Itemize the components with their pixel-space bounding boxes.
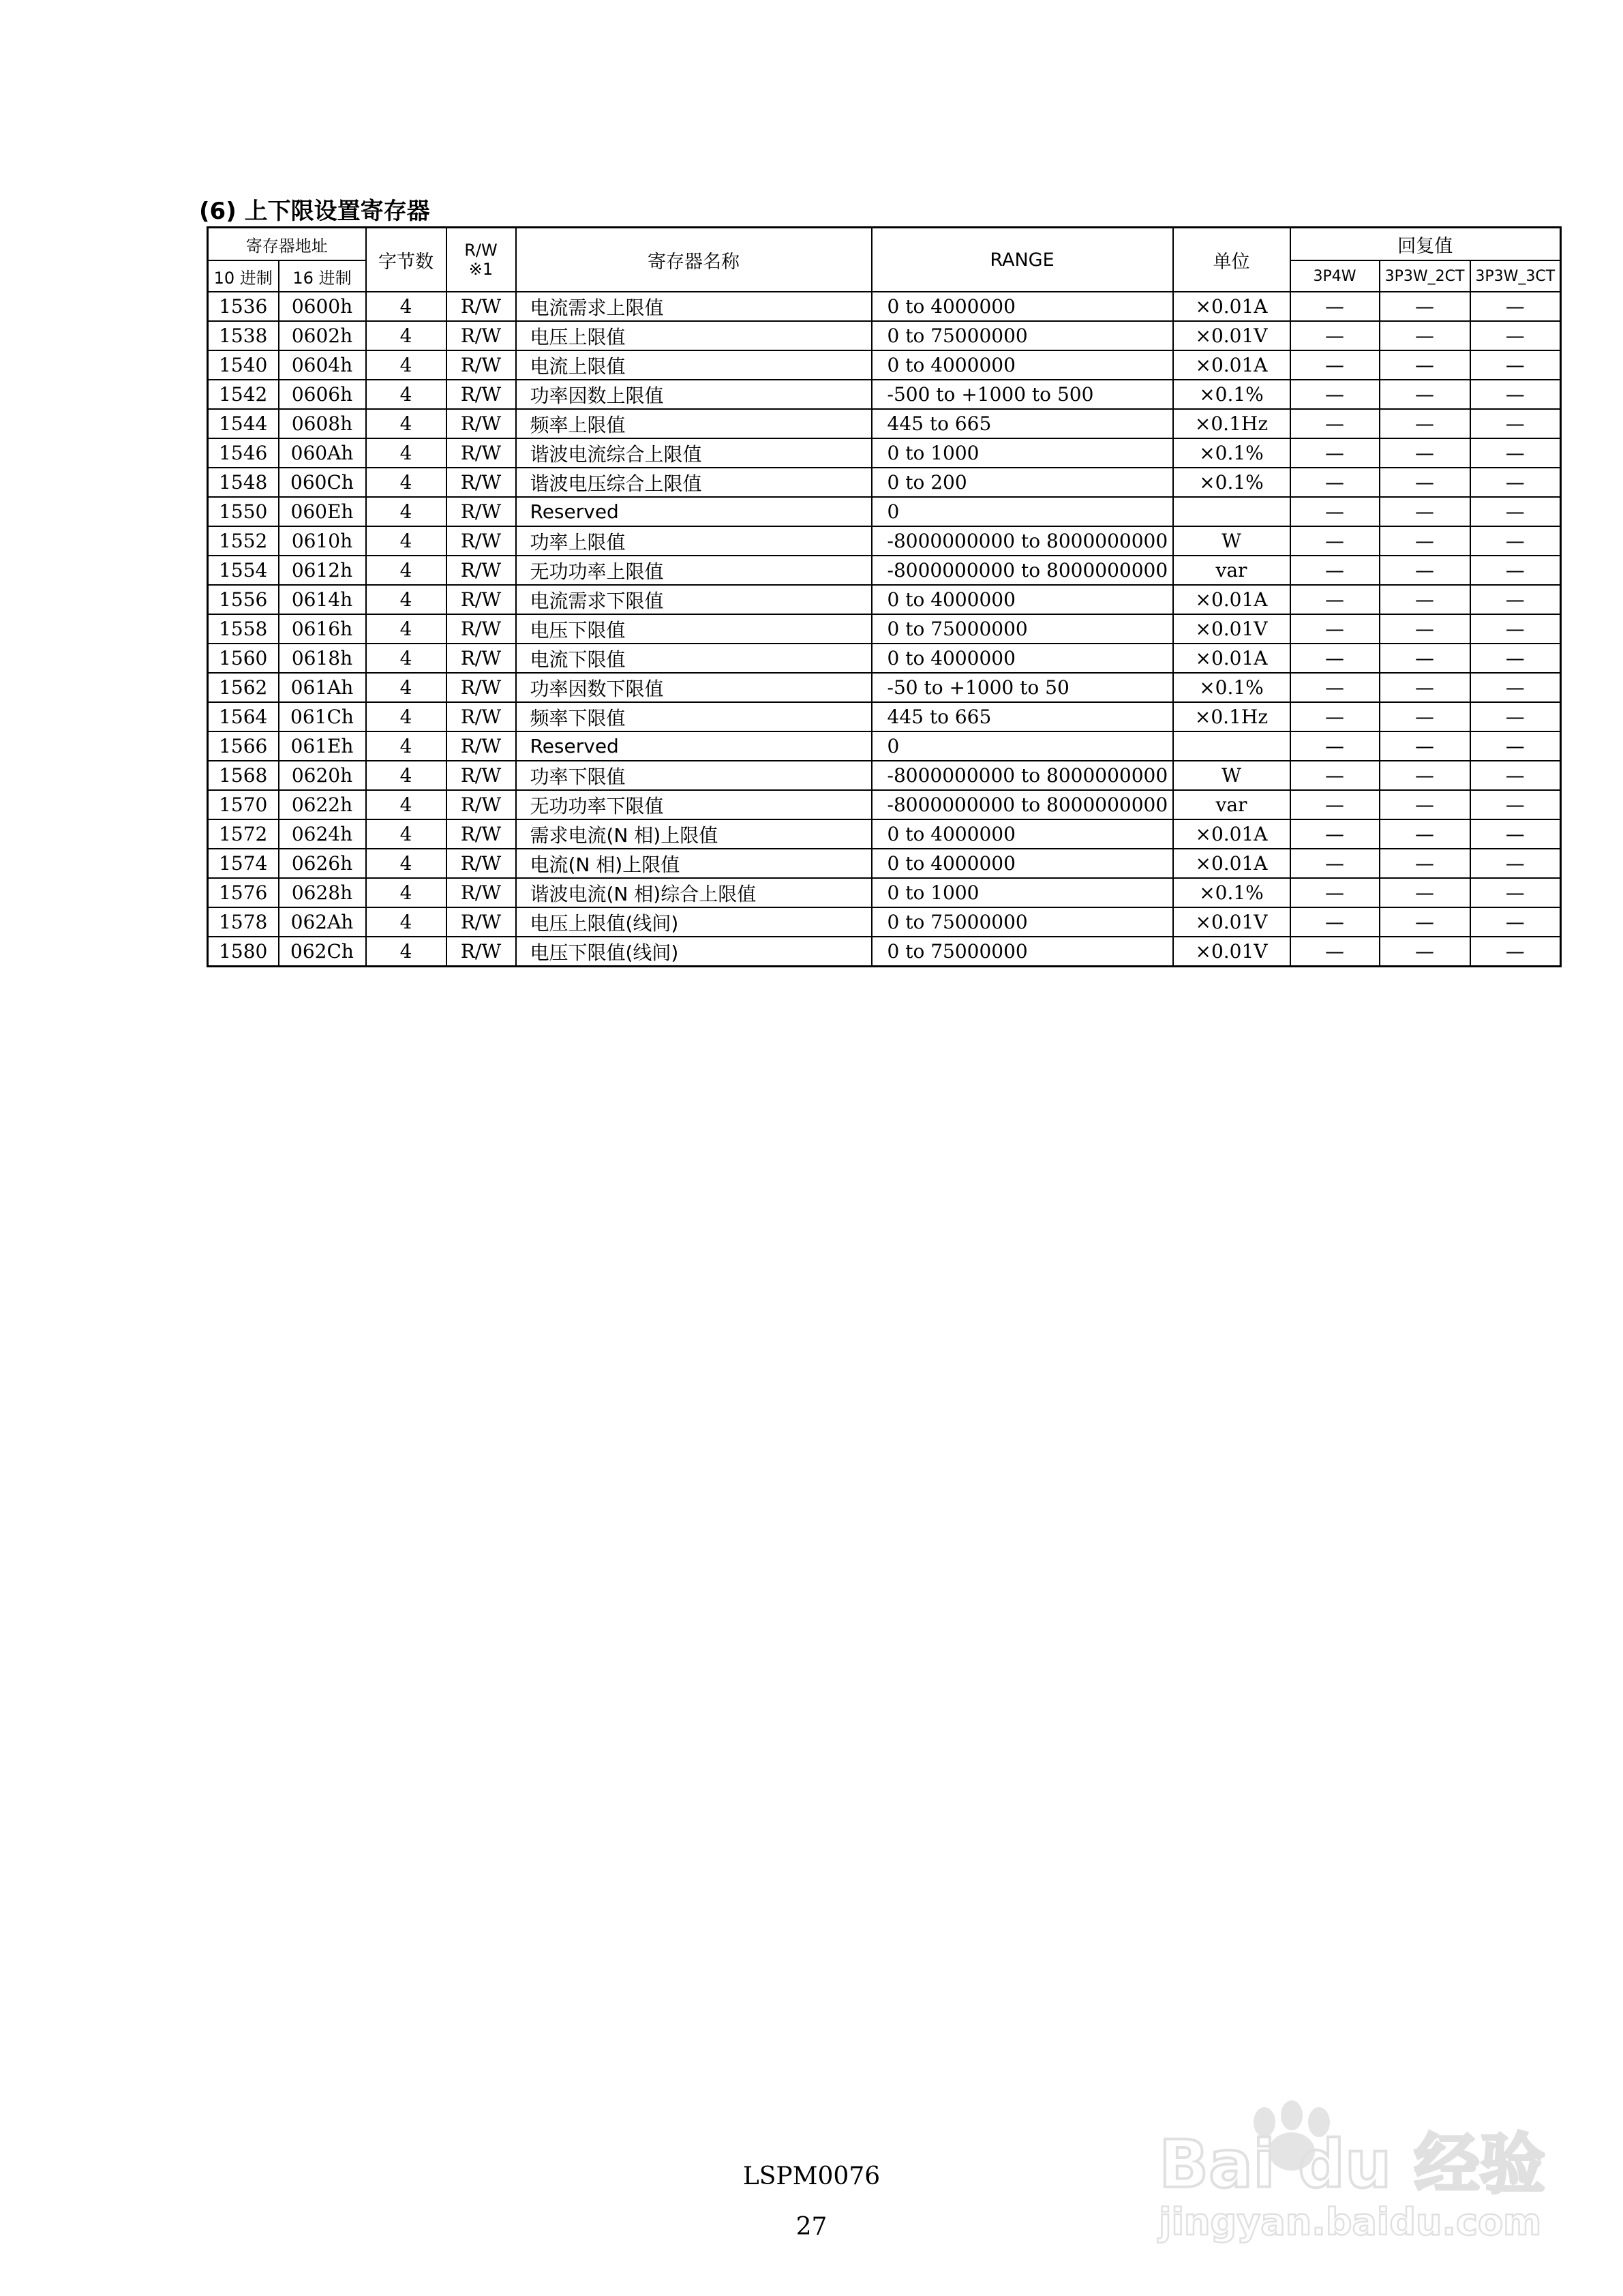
cell-rw: R/W xyxy=(446,292,516,321)
cell-rw: R/W xyxy=(446,819,516,849)
section-title: (6) 上下限设置寄存器 xyxy=(199,198,430,225)
cell-decimal: 1552 xyxy=(208,526,279,556)
cell-bytes: 4 xyxy=(366,409,446,438)
cell-default-3p4w: — xyxy=(1290,321,1380,350)
cell-hex: 060Eh xyxy=(279,497,366,526)
cell-register-name: 需求电流(N 相)上限值 xyxy=(516,819,872,849)
cell-bytes: 4 xyxy=(366,585,446,614)
cell-default-3p3w-2ct: — xyxy=(1380,731,1470,761)
cell-register-name: Reserved xyxy=(516,731,872,761)
cell-register-name: 无功功率下限值 xyxy=(516,790,872,819)
cell-rw: R/W xyxy=(446,438,516,468)
table-row xyxy=(208,292,1561,321)
cell-default-3p4w: — xyxy=(1290,468,1380,497)
cell-hex: 0622h xyxy=(279,790,366,819)
cell-hex: 0620h xyxy=(279,761,366,790)
cell-unit: ×0.1Hz xyxy=(1173,409,1290,438)
cell-register-name: 功率下限值 xyxy=(516,761,872,790)
cell-default-3p4w: — xyxy=(1290,673,1380,702)
cell-unit: ×0.01A xyxy=(1173,644,1290,673)
header-3p4w: 3P4W xyxy=(1290,260,1380,292)
header-register-address: 寄存器地址 xyxy=(208,228,366,261)
cell-range: 0 to 75000000 xyxy=(872,937,1173,967)
cell-unit: ×0.01V xyxy=(1173,614,1290,644)
cell-decimal: 1544 xyxy=(208,409,279,438)
cell-register-name: 电压上限值(线间) xyxy=(516,907,872,937)
cell-bytes: 4 xyxy=(366,761,446,790)
cell-hex: 0610h xyxy=(279,526,366,556)
cell-range: 0 to 75000000 xyxy=(872,321,1173,350)
cell-default-3p3w-2ct: — xyxy=(1380,849,1470,878)
cell-default-3p3w-2ct: — xyxy=(1380,702,1470,731)
cell-register-name: 电流下限值 xyxy=(516,644,872,673)
cell-bytes: 4 xyxy=(366,556,446,585)
cell-default-3p4w: — xyxy=(1290,292,1380,321)
header-default-value: 回复值 xyxy=(1290,228,1561,261)
cell-unit: ×0.01A xyxy=(1173,350,1290,380)
cell-unit: ×0.01A xyxy=(1173,849,1290,878)
footer-doc-code: LSPM0076 xyxy=(742,2162,881,2190)
cell-default-3p3w-2ct: — xyxy=(1380,644,1470,673)
table-row xyxy=(208,907,1561,937)
cell-hex: 0626h xyxy=(279,849,366,878)
cell-bytes: 4 xyxy=(366,790,446,819)
cell-unit: var xyxy=(1173,790,1290,819)
cell-rw: R/W xyxy=(446,849,516,878)
cell-default-3p3w-2ct: — xyxy=(1380,907,1470,937)
cell-default-3p3w-2ct: — xyxy=(1380,673,1470,702)
cell-bytes: 4 xyxy=(366,468,446,497)
cell-hex: 0618h xyxy=(279,644,366,673)
cell-default-3p4w: — xyxy=(1290,761,1380,790)
cell-register-name: 电流需求上限值 xyxy=(516,292,872,321)
cell-default-3p3w-3ct: — xyxy=(1470,468,1561,497)
cell-default-3p3w-3ct: — xyxy=(1470,702,1561,731)
table-row xyxy=(208,644,1561,673)
cell-rw: R/W xyxy=(446,468,516,497)
cell-unit: W xyxy=(1173,761,1290,790)
cell-bytes: 4 xyxy=(366,702,446,731)
cell-default-3p3w-3ct: — xyxy=(1470,526,1561,556)
cell-hex: 060Ah xyxy=(279,438,366,468)
cell-hex: 0616h xyxy=(279,614,366,644)
cell-default-3p3w-2ct: — xyxy=(1380,438,1470,468)
cell-hex: 0602h xyxy=(279,321,366,350)
cell-range: 0 to 4000000 xyxy=(872,819,1173,849)
cell-rw: R/W xyxy=(446,380,516,409)
cell-default-3p3w-2ct: — xyxy=(1380,819,1470,849)
table-row xyxy=(208,380,1561,409)
header-bytes: 字节数 xyxy=(366,228,446,292)
table-row xyxy=(208,878,1561,907)
cell-register-name: 电压下限值 xyxy=(516,614,872,644)
cell-default-3p3w-3ct: — xyxy=(1470,497,1561,526)
header-3p3w-2ct: 3P3W_2CT xyxy=(1380,260,1470,292)
cell-hex: 0628h xyxy=(279,878,366,907)
cell-rw: R/W xyxy=(446,526,516,556)
cell-default-3p3w-3ct: — xyxy=(1470,790,1561,819)
cell-register-name: 无功功率上限值 xyxy=(516,556,872,585)
cell-hex: 0606h xyxy=(279,380,366,409)
cell-decimal: 1576 xyxy=(208,878,279,907)
cell-default-3p4w: — xyxy=(1290,614,1380,644)
cell-bytes: 4 xyxy=(366,526,446,556)
cell-default-3p3w-3ct: — xyxy=(1470,380,1561,409)
cell-rw: R/W xyxy=(446,790,516,819)
cell-range: 0 to 75000000 xyxy=(872,614,1173,644)
cell-decimal: 1568 xyxy=(208,761,279,790)
cell-register-name: 频率上限值 xyxy=(516,409,872,438)
table-row xyxy=(208,731,1561,761)
cell-default-3p3w-3ct: — xyxy=(1470,409,1561,438)
table-row xyxy=(208,497,1561,526)
header-range: RANGE xyxy=(872,228,1173,292)
cell-hex: 0608h xyxy=(279,409,366,438)
cell-default-3p3w-3ct: — xyxy=(1470,878,1561,907)
cell-default-3p3w-3ct: — xyxy=(1470,907,1561,937)
cell-default-3p4w: — xyxy=(1290,556,1380,585)
register-table xyxy=(207,226,1562,967)
header-unit: 单位 xyxy=(1173,228,1290,292)
table-row xyxy=(208,790,1561,819)
cell-register-name: 功率上限值 xyxy=(516,526,872,556)
cell-decimal: 1556 xyxy=(208,585,279,614)
cell-default-3p3w-3ct: — xyxy=(1470,614,1561,644)
cell-range: -50 to +1000 to 50 xyxy=(872,673,1173,702)
header-rw-note: ※1 xyxy=(468,260,494,279)
cell-decimal: 1554 xyxy=(208,556,279,585)
cell-register-name: 功率因数下限值 xyxy=(516,673,872,702)
cell-default-3p4w: — xyxy=(1290,585,1380,614)
cell-decimal: 1548 xyxy=(208,468,279,497)
cell-range: -8000000000 to 8000000000 xyxy=(872,761,1173,790)
cell-default-3p4w: — xyxy=(1290,937,1380,967)
cell-register-name: 谐波电流综合上限值 xyxy=(516,438,872,468)
table-row xyxy=(208,556,1561,585)
cell-range: 0 xyxy=(872,731,1173,761)
cell-range: 0 to 4000000 xyxy=(872,849,1173,878)
cell-range: -8000000000 to 8000000000 xyxy=(872,526,1173,556)
cell-register-name: 谐波电压综合上限值 xyxy=(516,468,872,497)
cell-bytes: 4 xyxy=(366,673,446,702)
table-row xyxy=(208,585,1561,614)
cell-unit: ×0.1% xyxy=(1173,438,1290,468)
cell-bytes: 4 xyxy=(366,731,446,761)
cell-range: 0 to 200 xyxy=(872,468,1173,497)
table-row xyxy=(208,350,1561,380)
cell-range: 0 to 1000 xyxy=(872,878,1173,907)
footer-page-number: 27 xyxy=(795,2213,828,2241)
cell-default-3p4w: — xyxy=(1290,878,1380,907)
cell-bytes: 4 xyxy=(366,497,446,526)
cell-range: -500 to +1000 to 500 xyxy=(872,380,1173,409)
cell-rw: R/W xyxy=(446,556,516,585)
table-row xyxy=(208,702,1561,731)
table-row xyxy=(208,438,1561,468)
cell-register-name: 频率下限值 xyxy=(516,702,872,731)
cell-decimal: 1560 xyxy=(208,644,279,673)
cell-decimal: 1536 xyxy=(208,292,279,321)
cell-unit: ×0.1% xyxy=(1173,468,1290,497)
cell-default-3p3w-2ct: — xyxy=(1380,761,1470,790)
cell-decimal: 1570 xyxy=(208,790,279,819)
cell-bytes: 4 xyxy=(366,849,446,878)
cell-unit: ×0.01A xyxy=(1173,819,1290,849)
cell-unit: ×0.01A xyxy=(1173,585,1290,614)
cell-default-3p4w: — xyxy=(1290,438,1380,468)
cell-bytes: 4 xyxy=(366,819,446,849)
cell-default-3p3w-2ct: — xyxy=(1380,937,1470,967)
cell-register-name: 电压上限值 xyxy=(516,321,872,350)
cell-unit xyxy=(1173,731,1290,761)
cell-hex: 0612h xyxy=(279,556,366,585)
cell-hex: 060Ch xyxy=(279,468,366,497)
header-register-name: 寄存器名称 xyxy=(516,228,872,292)
cell-default-3p4w: — xyxy=(1290,409,1380,438)
cell-range: 0 to 4000000 xyxy=(872,585,1173,614)
cell-default-3p3w-3ct: — xyxy=(1470,673,1561,702)
cell-range: 445 to 665 xyxy=(872,409,1173,438)
cell-unit: ×0.01V xyxy=(1173,937,1290,967)
cell-unit: ×0.1% xyxy=(1173,673,1290,702)
cell-bytes: 4 xyxy=(366,614,446,644)
cell-decimal: 1542 xyxy=(208,380,279,409)
cell-default-3p4w: — xyxy=(1290,731,1380,761)
cell-rw: R/W xyxy=(446,673,516,702)
cell-decimal: 1546 xyxy=(208,438,279,468)
cell-unit: ×0.1Hz xyxy=(1173,702,1290,731)
cell-bytes: 4 xyxy=(366,380,446,409)
cell-decimal: 1564 xyxy=(208,702,279,731)
header-rw xyxy=(446,228,516,292)
watermark-url: jingyan.baidu.com xyxy=(1159,2201,1542,2244)
cell-hex: 0604h xyxy=(279,350,366,380)
table-row xyxy=(208,468,1561,497)
cell-bytes: 4 xyxy=(366,907,446,937)
cell-unit: ×0.01V xyxy=(1173,907,1290,937)
cell-bytes: 4 xyxy=(366,350,446,380)
cell-unit: ×0.01A xyxy=(1173,292,1290,321)
cell-unit xyxy=(1173,497,1290,526)
cell-unit: var xyxy=(1173,556,1290,585)
cell-default-3p3w-2ct: — xyxy=(1380,380,1470,409)
cell-register-name: 电压下限值(线间) xyxy=(516,937,872,967)
cell-default-3p3w-3ct: — xyxy=(1470,761,1561,790)
cell-default-3p3w-3ct: — xyxy=(1470,819,1561,849)
cell-default-3p4w: — xyxy=(1290,380,1380,409)
cell-unit: ×0.1% xyxy=(1173,380,1290,409)
table-row xyxy=(208,849,1561,878)
cell-unit: ×0.01V xyxy=(1173,321,1290,350)
cell-default-3p3w-2ct: — xyxy=(1380,614,1470,644)
cell-unit: W xyxy=(1173,526,1290,556)
cell-bytes: 4 xyxy=(366,438,446,468)
cell-hex: 061Ch xyxy=(279,702,366,731)
header-hex: 16 进制 xyxy=(279,260,366,292)
cell-hex: 0614h xyxy=(279,585,366,614)
cell-default-3p4w: — xyxy=(1290,644,1380,673)
cell-range: -8000000000 to 8000000000 xyxy=(872,556,1173,585)
cell-rw: R/W xyxy=(446,644,516,673)
cell-default-3p4w: — xyxy=(1290,849,1380,878)
cell-rw: R/W xyxy=(446,878,516,907)
cell-rw: R/W xyxy=(446,614,516,644)
cell-default-3p3w-2ct: — xyxy=(1380,409,1470,438)
cell-decimal: 1550 xyxy=(208,497,279,526)
cell-decimal: 1558 xyxy=(208,614,279,644)
header-rw-label: R/W xyxy=(464,241,498,260)
table-row xyxy=(208,409,1561,438)
cell-default-3p3w-2ct: — xyxy=(1380,292,1470,321)
cell-default-3p3w-3ct: — xyxy=(1470,849,1561,878)
watermark-brand: Bai du 经验 xyxy=(1159,2126,1545,2203)
cell-decimal: 1540 xyxy=(208,350,279,380)
cell-default-3p3w-3ct: — xyxy=(1470,731,1561,761)
header-3p3w-3ct: 3P3W_3CT xyxy=(1470,260,1561,292)
cell-decimal: 1572 xyxy=(208,819,279,849)
cell-range: 445 to 665 xyxy=(872,702,1173,731)
cell-default-3p4w: — xyxy=(1290,497,1380,526)
cell-decimal: 1578 xyxy=(208,907,279,937)
cell-default-3p4w: — xyxy=(1290,350,1380,380)
cell-bytes: 4 xyxy=(366,292,446,321)
cell-hex: 062Ah xyxy=(279,907,366,937)
cell-decimal: 1574 xyxy=(208,849,279,878)
cell-hex: 061Eh xyxy=(279,731,366,761)
cell-hex: 0624h xyxy=(279,819,366,849)
cell-decimal: 1538 xyxy=(208,321,279,350)
cell-default-3p3w-3ct: — xyxy=(1470,438,1561,468)
cell-default-3p3w-2ct: — xyxy=(1380,556,1470,585)
cell-decimal: 1580 xyxy=(208,937,279,967)
cell-register-name: 功率因数上限值 xyxy=(516,380,872,409)
cell-default-3p3w-2ct: — xyxy=(1380,526,1470,556)
cell-register-name: 电流(N 相)上限值 xyxy=(516,849,872,878)
cell-decimal: 1566 xyxy=(208,731,279,761)
table-row xyxy=(208,321,1561,350)
cell-range: 0 xyxy=(872,497,1173,526)
table-row xyxy=(208,614,1561,644)
cell-default-3p3w-3ct: — xyxy=(1470,350,1561,380)
table-row xyxy=(208,761,1561,790)
cell-default-3p4w: — xyxy=(1290,907,1380,937)
cell-default-3p3w-3ct: — xyxy=(1470,292,1561,321)
cell-rw: R/W xyxy=(446,937,516,967)
cell-default-3p3w-2ct: — xyxy=(1380,350,1470,380)
cell-default-3p3w-2ct: — xyxy=(1380,585,1470,614)
cell-unit: ×0.1% xyxy=(1173,878,1290,907)
cell-default-3p3w-3ct: — xyxy=(1470,937,1561,967)
cell-default-3p3w-3ct: — xyxy=(1470,644,1561,673)
table-row xyxy=(208,937,1561,967)
cell-default-3p4w: — xyxy=(1290,819,1380,849)
cell-default-3p3w-3ct: — xyxy=(1470,556,1561,585)
cell-decimal: 1562 xyxy=(208,673,279,702)
cell-range: 0 to 75000000 xyxy=(872,907,1173,937)
cell-register-name: Reserved xyxy=(516,497,872,526)
cell-default-3p3w-2ct: — xyxy=(1380,321,1470,350)
cell-register-name: 谐波电流(N 相)综合上限值 xyxy=(516,878,872,907)
cell-hex: 062Ch xyxy=(279,937,366,967)
cell-rw: R/W xyxy=(446,731,516,761)
cell-range: 0 to 4000000 xyxy=(872,292,1173,321)
cell-default-3p3w-2ct: — xyxy=(1380,497,1470,526)
cell-default-3p3w-3ct: — xyxy=(1470,321,1561,350)
cell-default-3p3w-2ct: — xyxy=(1380,878,1470,907)
cell-bytes: 4 xyxy=(366,878,446,907)
cell-range: -8000000000 to 8000000000 xyxy=(872,790,1173,819)
cell-rw: R/W xyxy=(446,350,516,380)
cell-rw: R/W xyxy=(446,702,516,731)
cell-bytes: 4 xyxy=(366,644,446,673)
cell-bytes: 4 xyxy=(366,937,446,967)
cell-rw: R/W xyxy=(446,497,516,526)
cell-rw: R/W xyxy=(446,907,516,937)
cell-register-name: 电流上限值 xyxy=(516,350,872,380)
cell-range: 0 to 1000 xyxy=(872,438,1173,468)
register-rows xyxy=(208,292,1561,967)
cell-default-3p4w: — xyxy=(1290,790,1380,819)
cell-rw: R/W xyxy=(446,321,516,350)
cell-hex: 0600h xyxy=(279,292,366,321)
cell-rw: R/W xyxy=(446,585,516,614)
table-row xyxy=(208,673,1561,702)
baidu-watermark xyxy=(1145,2098,1554,2248)
cell-default-3p3w-2ct: — xyxy=(1380,468,1470,497)
table-row xyxy=(208,819,1561,849)
table-row xyxy=(208,526,1561,556)
cell-range: 0 to 4000000 xyxy=(872,350,1173,380)
cell-rw: R/W xyxy=(446,761,516,790)
cell-range: 0 to 4000000 xyxy=(872,644,1173,673)
cell-default-3p3w-2ct: — xyxy=(1380,790,1470,819)
cell-hex: 061Ah xyxy=(279,673,366,702)
cell-rw: R/W xyxy=(446,409,516,438)
cell-default-3p3w-3ct: — xyxy=(1470,585,1561,614)
cell-default-3p4w: — xyxy=(1290,526,1380,556)
cell-register-name: 电流需求下限值 xyxy=(516,585,872,614)
header-decimal: 10 进制 xyxy=(208,260,279,292)
cell-default-3p4w: — xyxy=(1290,702,1380,731)
cell-bytes: 4 xyxy=(366,321,446,350)
